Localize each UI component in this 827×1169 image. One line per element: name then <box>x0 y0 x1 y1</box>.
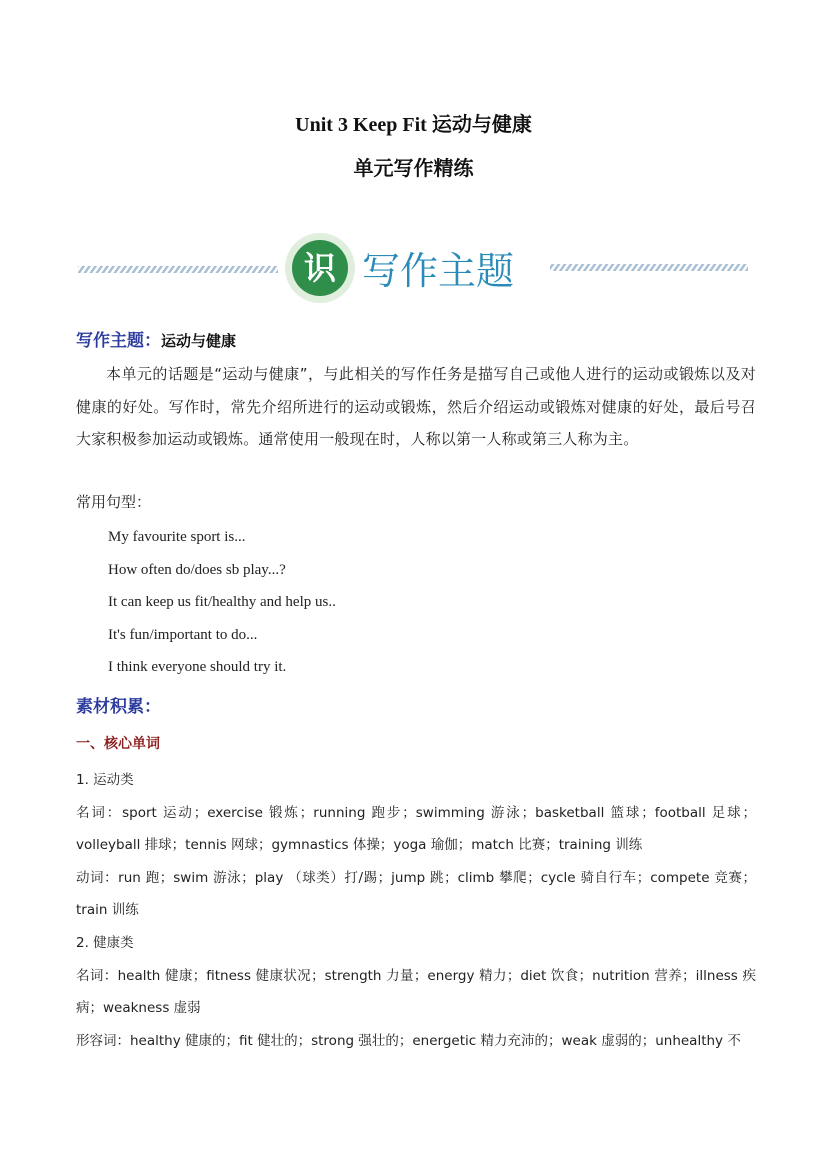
document-title: Unit 3 Keep Fit 运动与健康 <box>295 114 532 136</box>
banner-badge-char: 识 <box>303 249 337 287</box>
sentence-pattern: I think everyone should try it. <box>108 659 287 676</box>
sentence-pattern: How often do/does sb play...? <box>108 561 286 578</box>
category-health-adjectives: 形容词：healthy 健康的；fit 健壮的；strong 强壮的；energetic 精力充沛的；weak 虚弱的；unhealthy 不 <box>76 1032 741 1049</box>
category-health-nouns: 名词：health 健康；fitness 健康状况；strength 力量；energy 精力；diet 饮食；nutrition 营养；illness 疾病；weakness 虚弱 <box>76 967 756 1017</box>
category-health-heading: 2. 健康类 <box>76 934 134 951</box>
theme-label: 写作主题： <box>76 331 161 351</box>
category-sports-nouns: 名词：sport 运动；exercise 锻炼；running 跑步；swimming 游泳；basketball 篮球；football 足球；volleyball 排球；tennis 网球；gymnastics 体操；yoga 瑜伽；match 比赛；training 训练 <box>76 804 756 854</box>
category-sports-heading: 1. 运动类 <box>76 772 134 788</box>
theme-value: 运动与健康 <box>161 332 237 350</box>
sentence-pattern: It can keep us fit/healthy and help us.. <box>108 594 336 611</box>
materials-heading: 素材积累： <box>76 697 161 717</box>
sentence-patterns-heading: 常用句型： <box>76 493 152 511</box>
core-words-heading: 一、核心单词 <box>76 736 160 752</box>
sentence-patterns-list <box>108 523 336 686</box>
section-banner <box>76 232 751 304</box>
sentence-pattern: My favourite sport is... <box>108 529 246 545</box>
sentence-pattern: It's fun/important to do... <box>108 626 258 643</box>
banner-stripe-right <box>550 264 748 271</box>
banner-stripe-left <box>78 266 278 273</box>
intro-paragraph: 本单元的话题是“运动与健康”，与此相关的写作任务是描写自己或他人进行的运动或锻炼以及对健康的好处。写作时，常先介绍所进行的运动或锻炼，然后介绍运动或锻炼对健康的好处，最后号召大家积极参加运动或锻炼。通常使用一般现在时，人称以第一人称或第三人称为主。 <box>76 365 756 448</box>
banner-heading: 写作主题 <box>362 249 515 293</box>
document-subtitle: 单元写作精练 <box>353 158 474 180</box>
category-sports-verbs: 动词：run 跑；swim 游泳；play （球类）打/踢；jump 跳；climb 攀爬；cycle 骑自行车；compete 竞赛；train 训练 <box>76 869 756 919</box>
vocabulary-list <box>76 764 756 1057</box>
theme-line <box>76 326 756 351</box>
